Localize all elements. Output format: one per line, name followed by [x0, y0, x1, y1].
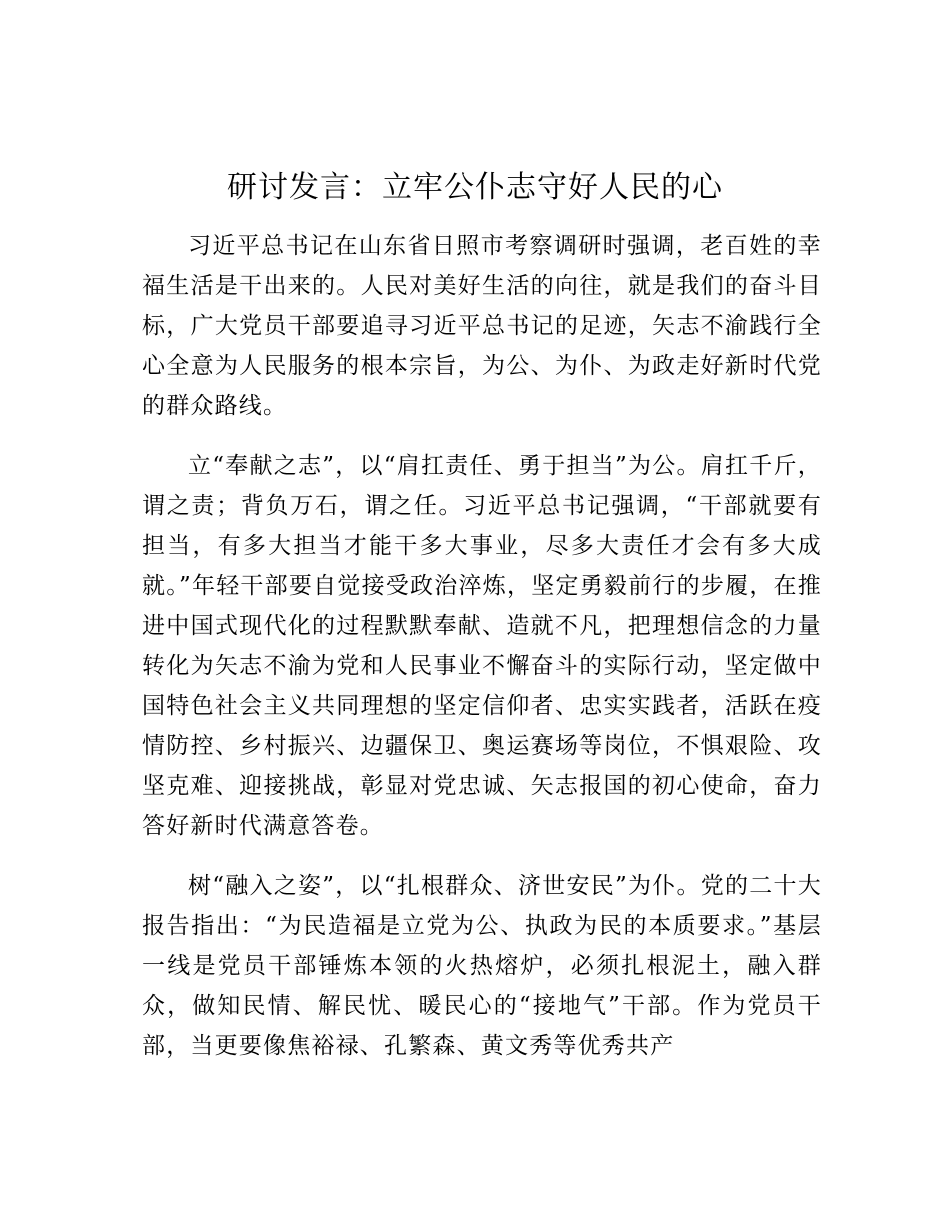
- paragraph-intro: 习近平总书记在山东省日照市考察调研时强调，老百姓的幸福生活是干出来的。人民对美好生活的向往，就是我们的奋斗目标，广大党员干部要追寻习近平总书记的足迹，矢志不渝践行全心全意为人民服务的根本宗旨，为公、为仆、为政走好新时代党的群众路线。: [142, 233, 822, 419]
- paragraph-integration: 树“融入之姿”，以“扎根群众、济世安民”为仆。党的二十大报告指出：“为民造福是立党为公、执政为民的本质要求。”基层一线是党员干部锤炼本领的火热熔炉，必须扎根泥土，融入群众，做知民情、解民忧、暖民心的“接地气”干部。作为党员干部，当更要像焦裕禄、孔繁森、黄文秀等优秀共产: [142, 873, 822, 1059]
- paragraph-dedication: 立“奉献之志”，以“肩扛责任、勇于担当”为公。肩扛千斤，谓之责；背负万石，谓之任。习近平总书记强调，“干部就要有担当，有多大担当才能干多大事业，尽多大责任才会有多大成就。”年轻干部要自觉接受政治淬炼，坚定勇毅前行的步履，在推进中国式现代化的过程默默奉献、造就不凡，把理想信念的力量转化为矢志不渝为党和人民事业不懈奋斗的实际行动，坚定做中国特色社会主义共同理想的坚定信仰者、忠实实践者，活跃在疫情防控、乡村振兴、边疆保卫、奥运赛场等岗位，不惧艰险、攻坚克难、迎接挑战，彰显对党忠诚、矢志报国的初心使命，奋力答好新时代满意答卷。: [142, 453, 822, 839]
- document-body: [142, 226, 822, 1086]
- page-title: 研讨发言：立牢公仆志守好人民的心: [227, 170, 723, 205]
